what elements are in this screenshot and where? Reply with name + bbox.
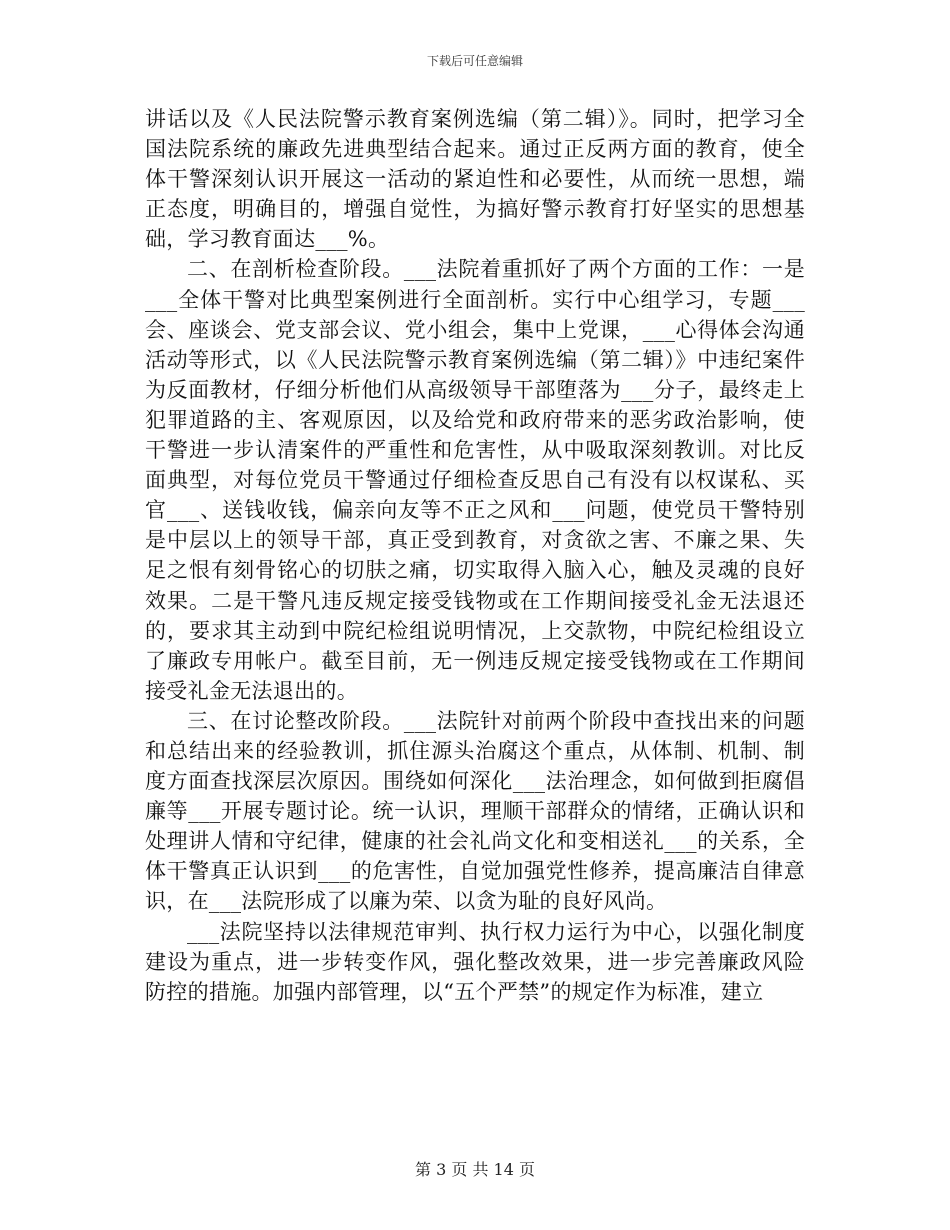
paragraph-1: 讲话以及《人民法院警示教育案例选编（第二辑）》。同时，把学习全国法院系统的廉政先进典型结合起来。通过正反两方面的教育，使全体干警深刻认识开展这一活动的紧迫性和必要性，从而统一思想，端正态度，明确目的，增强自觉性，为搞好警示教育打好坚实的思想基础，学习教育面达___%。 <box>145 107 805 252</box>
paragraph-4: ___法院坚持以法律规范审判、执行权力运行为中心，以强化制度建设为重点，进一步转变作风，强化整改效果，进一步完善廉政风险防控的措施。加强内部管理，以“五个严禁”的规定作为标准，建立 <box>145 919 805 1004</box>
document-body <box>145 104 805 1007</box>
paragraph-2: 二、在剖析检查阶段。___法院着重抓好了两个方面的工作：一是___全体干警对比典型案例进行全面剖析。实行中心组学习，专题___会、座谈会、党支部会议、党小组会，集中上党课，___心得体会沟通活动等形式，以《人民法院警示教育案例选编（第二辑）》中违纪案件为反面教材，仔细分析他们从高级领导干部堕落为___分子，最终走上犯罪道路的主、客观原因，以及给党和政府带来的恶劣政治影响，使干警进一步认清案件的严重性和危害性，从中吸取深刻教训。对比反面典型，对每位党员干警通过仔细检查反思自己有没有以权谋私、买官___、送钱收钱，偏亲向友等不正之风和___问题，使党员干警特别是中层以上的领导干部，真正受到教育，对贪欲之害、不廉之果、失足之恨有刻骨铭心的切肤之痛，切实取得入脑入心，触及灵魂的良好效果。二是干警凡违反规定接受钱物或在工作期间接受礼金无法退还的，要求其主动到中院纪检组说明情况，上交款物，中院纪检组设立了廉政专用帐户。截至目前，无一例违反规定接受钱物或在工作期间接受礼金无法退出的。 <box>145 257 805 703</box>
page-footer: 第 3 页 共 14 页 <box>415 1160 535 1179</box>
paragraph-3: 三、在讨论整改阶段。___法院针对前两个阶段中查找出来的问题和总结出来的经验教训，抓住源头治腐这个重点，从体制、机制、制度方面查找深层次原因。围绕如何深化___法治理念，如何做到拒腐倡廉等___开展专题讨论。统一认识，理顺干部群众的情绪，正确认识和处理讲人情和守纪律，健康的社会礼尚文化和变相送礼___的关系，全体干警真正认识到___的危害性，自觉加强党性修养，提高廉洁自律意识，在___法院形成了以廉为荣、以贪为耻的良好风尚。 <box>145 708 805 914</box>
page-header: 下载后可任意编辑 <box>426 54 523 68</box>
